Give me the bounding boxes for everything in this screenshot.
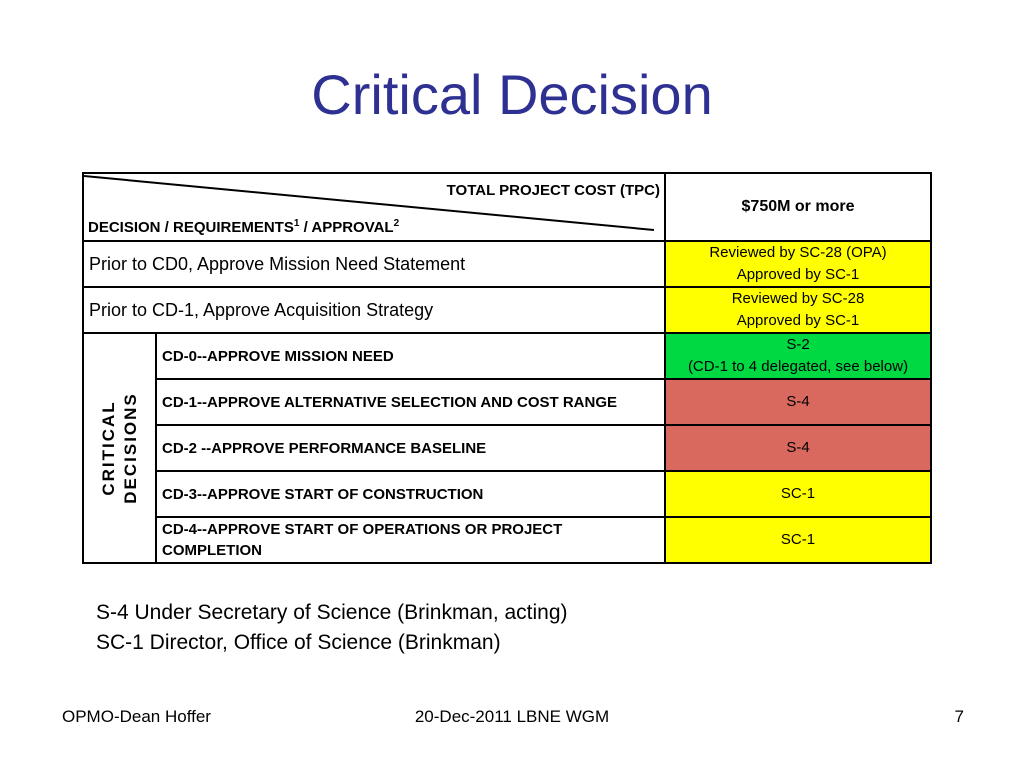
table-row	[83, 517, 931, 563]
header-total-project-cost: TOTAL PROJECT COST (TPC)	[446, 182, 660, 199]
table-row	[83, 379, 931, 425]
table-header-cell	[83, 173, 665, 241]
critical-decisions-label-cell	[83, 333, 156, 563]
row-value	[665, 241, 931, 287]
critical-decision-table	[82, 172, 932, 564]
table-row	[83, 241, 931, 287]
note-line: S-4 Under Secretary of Science (Brinkman, acting)	[96, 601, 568, 624]
cd-row-value: SC-1	[665, 471, 931, 517]
cd-row-label: CD-0--APPROVE MISSION NEED	[156, 333, 665, 379]
row-label: Prior to CD0, Approve Mission Need Statement	[83, 241, 665, 287]
cd-row-value	[665, 333, 931, 379]
row-value-line: S-2	[786, 336, 810, 353]
cd-row-label: CD-4--APPROVE START OF OPERATIONS OR PROJECT COMPLETION	[156, 517, 665, 563]
header-footnote-1: 1	[293, 218, 300, 229]
header-decision-requirements	[88, 218, 399, 236]
header-decision-text: DECISION / REQUIREMENTS	[88, 219, 294, 236]
table-row	[83, 471, 931, 517]
cd-row-value: S-4	[665, 379, 931, 425]
critical-decisions-label	[98, 392, 142, 504]
note-line: SC-1 Director, Office of Science (Brinkman)	[96, 631, 501, 654]
cd-row-value: SC-1	[665, 517, 931, 563]
footer-page-number: 7	[954, 707, 964, 726]
row-value-line: Reviewed by SC-28 (OPA)	[709, 244, 887, 261]
cd-row-value: S-4	[665, 425, 931, 471]
row-label: Prior to CD-1, Approve Acquisition Strategy	[83, 287, 665, 333]
cd-row-label: CD-3--APPROVE START OF CONSTRUCTION	[156, 471, 665, 517]
row-value-line: Approved by SC-1	[736, 312, 860, 329]
vertical-label-line: CRITICAL	[98, 400, 118, 496]
table-row	[83, 425, 931, 471]
header-approval-text: / APPROVAL	[299, 219, 394, 236]
slide-title: Critical Decision	[311, 63, 713, 126]
footer-author: OPMO-Dean Hoffer	[62, 707, 211, 726]
row-value	[665, 287, 931, 333]
cd-row-label: CD-2 --APPROVE PERFORMANCE BASELINE	[156, 425, 665, 471]
vertical-label-line: DECISIONS	[120, 392, 140, 504]
notes	[96, 598, 568, 658]
table-row	[83, 333, 931, 379]
row-value-line: Approved by SC-1	[736, 266, 860, 283]
table-row	[83, 287, 931, 333]
header-footnote-2: 2	[393, 218, 400, 229]
row-value-line: (CD-1 to 4 delegated, see below)	[687, 358, 909, 375]
header-value-cell: $750M or more	[665, 173, 931, 241]
table-header-row	[83, 173, 931, 241]
cd-row-label: CD-1--APPROVE ALTERNATIVE SELECTION AND COST RANGE	[156, 379, 665, 425]
row-value-line: Reviewed by SC-28	[731, 290, 865, 307]
footer-date-event: 20-Dec-2011 LBNE WGM	[414, 707, 610, 726]
